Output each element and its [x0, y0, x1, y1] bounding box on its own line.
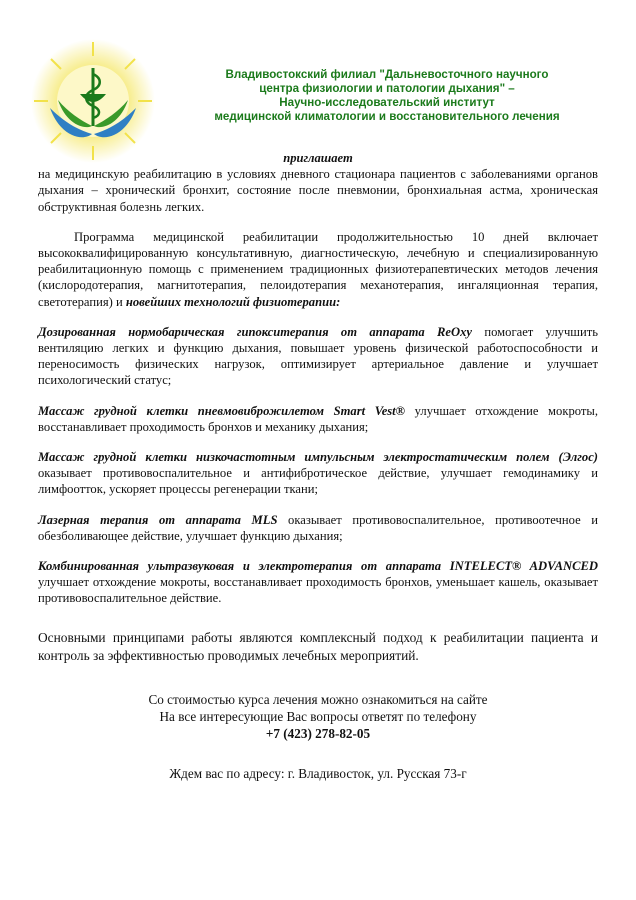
address-line: Ждем вас по адресу: г. Владивосток, ул. Русская 73-г	[169, 765, 467, 781]
phone-number: +7 (423) 278-82-05	[265, 725, 371, 741]
site-info: Со стоимостью курса лечения можно ознакомиться на сайте	[148, 691, 488, 707]
program-emphasis: новейших технологий физиотерапии:	[125, 294, 341, 309]
treatment-elgos	[38, 449, 598, 498]
treatment-text: оказывает противовоспалительное, противоотечное и обезболивающее действие, улучшает функцию дыхания;	[38, 512, 598, 543]
institute-header	[170, 68, 604, 124]
treatment-mls-laser	[38, 512, 598, 544]
treatment-intelect	[38, 558, 598, 607]
contact-block	[38, 691, 598, 742]
treatment-title: Массаж грудной клетки низкочастотным импульсным электростатическим полем (Элгос)	[38, 450, 598, 465]
treatment-text: улучшает отхождение мокроты, восстанавливает проходимость бронхов, уменьшает кашель, оказывает противовоспалительное действие.	[38, 575, 598, 606]
program-text: Программа медицинской реабилитации продолжительностью 10 дней включает высококвалифицированную консультативную, диагностическую, лечебную и специализированную реабилитационную помощь с применением традиционных физиотерапевтических методов лечения (кислородотерапия, магнитотерапия, пелоидотерапия механотерапия, ингаляционная терапия, светотерапия) и	[38, 229, 598, 309]
treatment-title: Дозированная нормобарическая гипокситерапия от аппарата ReOxy	[38, 324, 473, 339]
header-line-4: медицинской климатологии и восстановительного лечения	[214, 110, 560, 123]
treatment-title: Лазерная терапия от аппарата MLS	[38, 512, 278, 527]
principles-paragraph: Основными принципами работы являются комплексный подход к реабилитации пациента и контроль за эффективностью проводимых лечебных мероприятий.	[38, 629, 598, 663]
treatment-title: Комбинированная ультразвуковая и электротерапия от аппарата INTELECT® ADVANCED	[38, 559, 598, 574]
phone-intro: На все интересующие Вас вопросы ответят по телефону	[159, 708, 477, 724]
invite-heading: приглашает	[283, 151, 353, 165]
treatment-title: Массаж грудной клетки пневмовиброжилетом Smart Vest®	[38, 403, 406, 418]
treatment-reoxy	[38, 324, 598, 389]
treatment-text: улучшает отхождение мокроты, восстанавливает проходимость бронхов и механику дыхания;	[38, 403, 598, 434]
header-line-3: Научно-исследовательский институт	[279, 96, 495, 109]
institute-logo	[30, 38, 156, 164]
header-line-2: центра физиологии и патологии дыхания" –	[259, 82, 515, 95]
treatment-text: помогает улучшить вентиляцию легких и функцию дыхания, повышает уровень физической работоспособности и переносимость физических нагрузок, оптимизирует артериальное давление и улучшает психологический статус;	[38, 324, 598, 388]
header-line-1: Владивостокский филиал "Дальневосточного научного	[225, 68, 549, 81]
document-body	[38, 150, 598, 782]
program-paragraph	[38, 229, 598, 310]
treatment-text: оказывает противовоспалительное и антифибротическое действие, улучшает гемодинамику и лимфоотток, ускоряет процессы регенерации ткани;	[38, 466, 598, 497]
treatment-smart-vest	[38, 403, 598, 435]
intro-paragraph: на медицинскую реабилитацию в условиях дневного стационара пациентов с заболеваниями органов дыхания – хронический бронхит, состояние после пневмонии, бронхиальная астма, хроническая обструктивная болезнь легких.	[38, 167, 598, 214]
